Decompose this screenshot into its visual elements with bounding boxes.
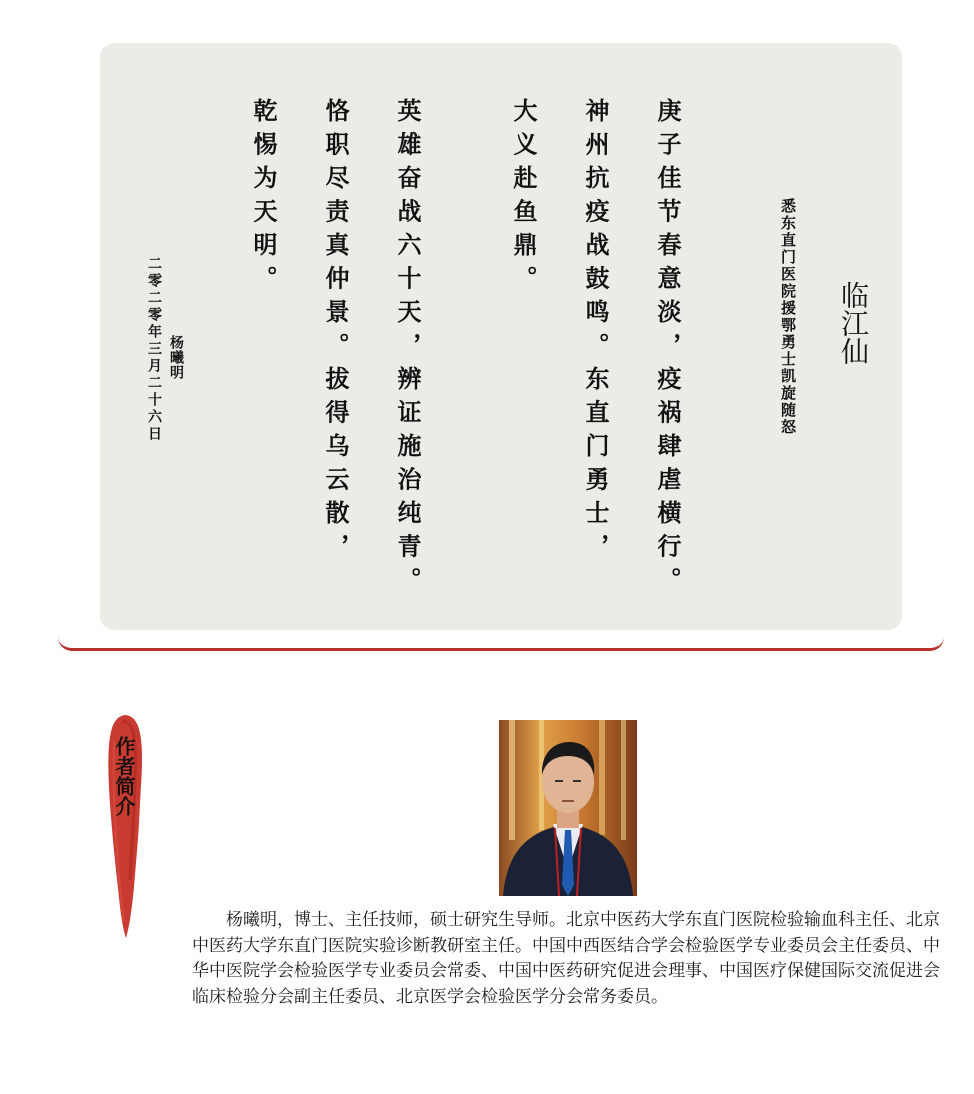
poem-line: 大义赴鱼鼎。 (509, 98, 538, 299)
author-photo (499, 720, 637, 896)
poem-line: 乾惕为天明。 (249, 98, 278, 299)
poem-card (100, 43, 902, 630)
section-label: 作者简介 (112, 736, 136, 816)
poem-line: 庚子佳节春意淡，疫祸肆虐横行。 (653, 98, 682, 601)
signature-date: 二零二零年三月二十六日 (146, 256, 162, 443)
author-bio: 杨曦明，博士、主任技师，硕士研究生导师。北京中医药大学东直门医院检验输血科主任、北京中医药大学东直门医院实验诊断教研室主任。中国中西医结合学会检验医学专业委员会主任委员、中华中医院学会检验医学专业委员会常委、中国中医药研究促进会理事、中国医疗保健国际交流促进会临床检验分会副主任委员、北京医学会检验医学分会常务委员。 (192, 910, 940, 1007)
poem-line: 神州抗疫战鼓鸣。东直门勇士， (581, 98, 610, 567)
signature-name: 杨曦明 (168, 335, 184, 380)
poem-line: 恪职尽责真仲景。拔得乌云散， (321, 98, 350, 567)
poem-dedication: 悉东直门医院援鄂勇士凯旋随怒 (779, 198, 797, 436)
poem-line: 英雄奋战六十天，辨证施治纯青。 (393, 98, 422, 601)
poem-title: 临江仙 (837, 281, 870, 365)
